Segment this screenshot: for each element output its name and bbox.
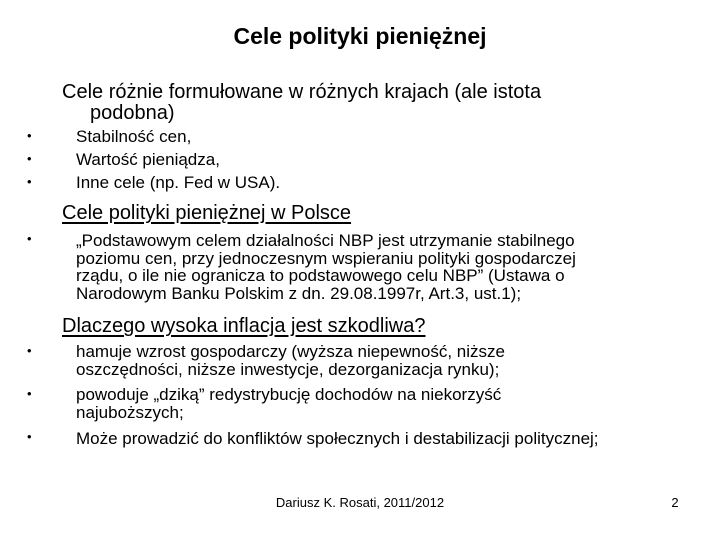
list-item-money-value: Wartość pieniądza, (76, 150, 220, 169)
bullet-marker: • (27, 151, 32, 166)
bullet-marker: • (27, 128, 32, 143)
list-item-other-goals: Inne cele (np. Fed w USA). (76, 173, 281, 192)
bullet-marker: • (27, 343, 32, 358)
list-item-growth: hamuje wzrost gospodarczy (wyższa niepewność, niższe oszczędności, niższe inwestycje, dezorganizacja rynku); (76, 342, 505, 379)
bullet-marker: • (27, 231, 32, 246)
section-heading-line1: Cele różnie formułowane w różnych krajach (ale istota (62, 81, 542, 103)
list-item-price-stability: Stabilność cen, (76, 127, 192, 146)
section-heading-inflation: Dlaczego wysoka inflacja jest szkodliwa? (62, 315, 426, 337)
section-heading-countries (62, 82, 662, 124)
list-item-redistribution: powoduje „dziką” redystrybucję dochodów na niekorzyść najuboższych; (76, 385, 502, 422)
page-number: 2 (671, 495, 679, 510)
section-heading-line2: podobna) (90, 102, 175, 124)
footer-author: Dariusz K. Rosati, 2011/2012 (275, 495, 445, 510)
slide-title: Cele polityki pieniężnej (233, 23, 487, 49)
list-item-conflicts: Może prowadzić do konfliktów społecznych i destabilizacji politycznej; (76, 429, 599, 448)
bullet-marker: • (27, 429, 32, 444)
bullet-marker: • (27, 386, 32, 401)
section-heading-poland: Cele polityki pieniężnej w Polsce (62, 202, 352, 224)
bullet-marker: • (27, 174, 32, 189)
list-item-nbp-quote: „Podstawowym celem działalności NBP jest utrzymanie stabilnego poziomu cen, przy jednoczesnym wspieraniu polityki gospodarczej rządu, o ile nie ogranicza to podstawowego celu NBP” (Ustawa o Narodowym Banku Polskim z dn. 29.08.1997r, Art.3, ust.1); (76, 231, 576, 303)
